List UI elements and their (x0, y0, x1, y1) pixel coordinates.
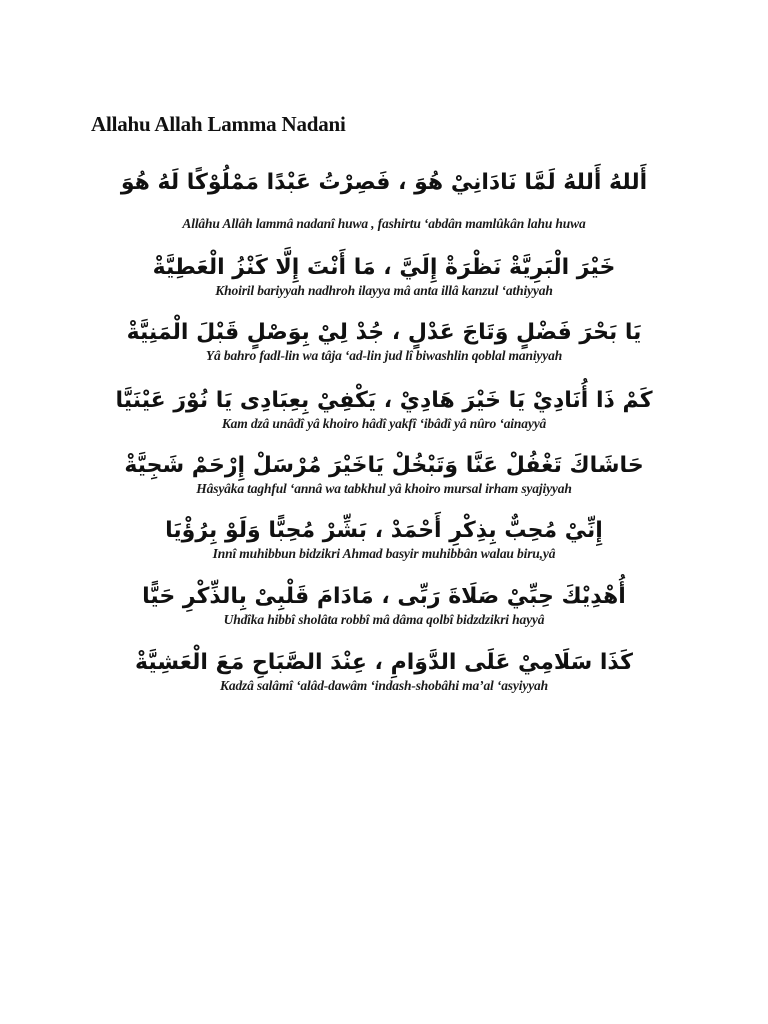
verse-arabic: أُهْدِيْكَ حِبِّيْ صَلَاةَ رَبِّى ، مَادَامَ قَلْبِىْ بِالذِّكْرِ حَيًّا (142, 584, 626, 609)
verse-2 (0, 253, 768, 299)
verse-arabic: إِنِّيْ مُحِبٌّ بِذِكْرِ أَحْمَدْ ، بَشِّرْ مُحِبًّا وَلَوْ بِرُؤْيَا (165, 518, 603, 543)
verse-7 (0, 582, 768, 628)
verse-arabic: حَاشَاكَ تَغْفُلْ عَنَّا وَتَبْخُلْ يَاخَيْرَ مُرْسَلْ إِرْحَمْ شَجِيَّةْ (124, 453, 644, 478)
verse-arabic: خَيْرَ الْبَرِيَّةْ نَظْرَةْ إِلَيَّ ، مَا أَنْتَ إِلَّا كَنْزُ الْعَطِيَّةْ (152, 255, 616, 280)
verse-transliteration: Uhdîka hibbî sholâta robbî mâ dâma qolbî bidzdzikri hayyâ (223, 612, 545, 627)
verse-5 (0, 451, 768, 497)
verse-transliteration: Innî muhibbun bidzikri Ahmad basyir muhibbân walau biru,yâ (212, 546, 556, 561)
verse-transliteration: Khoiril bariyyah nadhroh ilayya mâ anta illâ kanzul ‘athiyyah (215, 283, 553, 298)
verse-transliteration: Allâhu Allâh lammâ nadanî huwa , fashirtu ‘abdân mamlûkân lahu huwa (182, 216, 586, 231)
verse-transliteration: Kadzâ salâmî ‘alâd-dawâm ‘indash-shobâhi ma’al ‘asyiyyah (220, 678, 548, 693)
verse-arabic: كَمْ ذَا أُنَادِيْ يَا خَيْرَ هَادِيْ ، يَكْفِيْ بِعِبَادِى يَا نُوْرَ عَيْنَيَّا (115, 388, 653, 413)
verse-transliteration: Kam dzâ unâdî yâ khoiro hâdî yakfî ‘ibâdî yâ nûro ‘ainayyâ (221, 416, 547, 431)
verse-transliteration: Yâ bahro fadl-lin wa tâja ‘ad-lin jud lî biwashlin qoblal maniyyah (205, 348, 563, 363)
verse-4 (0, 386, 768, 432)
verse-3 (0, 318, 768, 364)
verse-8 (0, 648, 768, 694)
verse-arabic: يَا بَحْرَ فَضْلٍ وَتَاجَ عَدْلٍ ، جُدْ لِيْ بِوَصْلٍ قَبْلَ الْمَنِيَّةْ (126, 320, 642, 345)
verse-transliteration: Hâsyâka taghful ‘annâ wa tabkhul yâ khoiro mursal irham syajiyyah (196, 481, 572, 496)
verse-arabic: كَذَا سَلَامِيْ عَلَى الدَّوَامِ ، عِنْدَ الصَّبَاحِ مَعَ الْعَشِيَّةْ (135, 650, 633, 675)
document-title: Allahu Allah Lamma Nadani (91, 112, 346, 136)
verse-arabic: أَللهُ أَللهُ لَمَّا نَادَانِيْ هُوَ ، فَصِرْتُ عَبْدًا مَمْلُوْكًا لَهُ هُوَ (120, 170, 648, 195)
verse-6 (0, 516, 768, 562)
verse-1 (0, 168, 768, 232)
